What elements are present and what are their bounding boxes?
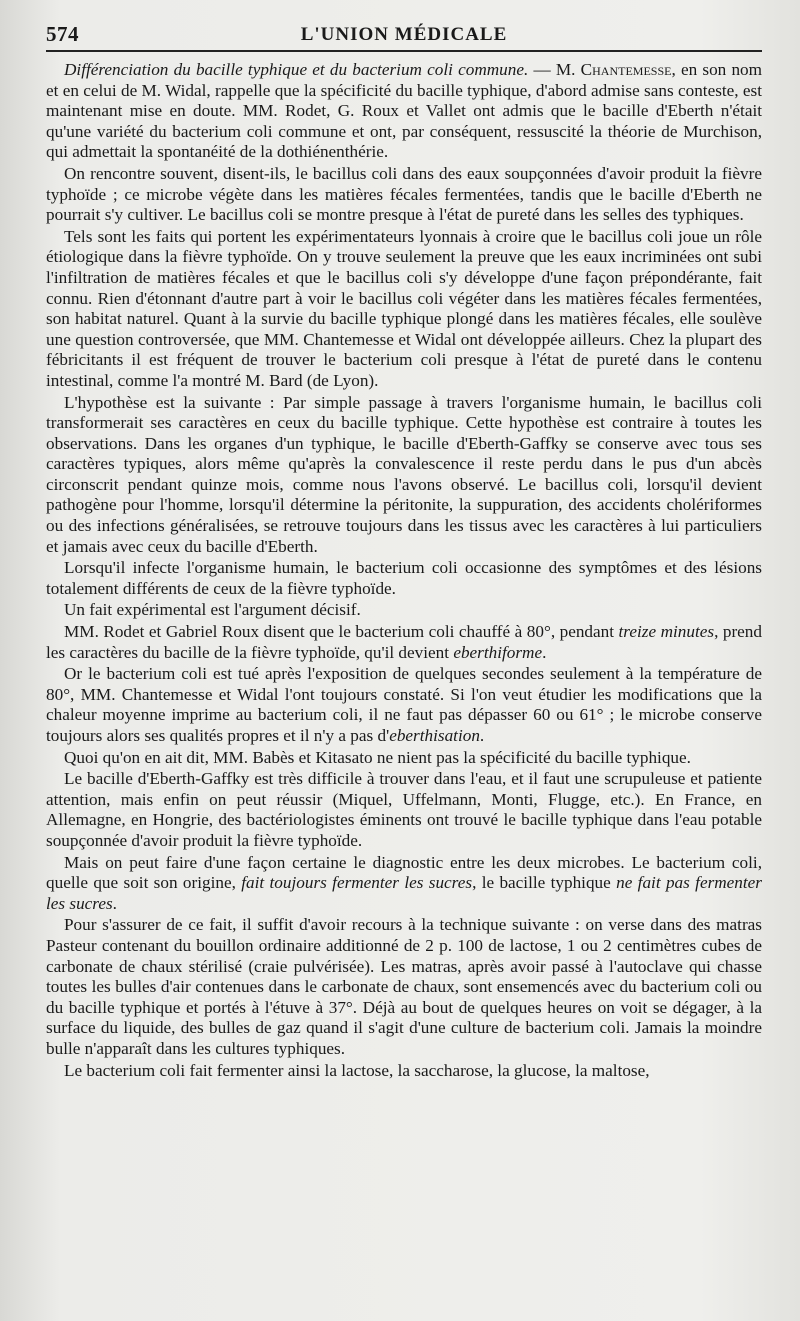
page-number: 574 [46, 22, 79, 46]
paragraph-3: Tels sont les faits qui portent les expérimentateurs lyonnais à croire que le bacillus coli joue un rôle étiologique dans la fièvre typhoïde. On y trouve seulement la preuve que les eaux incriminées ont subi l'infiltration de matières fécales et que le bacillus coli s'y développe d'une façon prépondérante, fait connu. Rien d'étonnant d'autre part à voir le bacillus coli végéter dans les matières fécales fermentées, son habitat naturel. Quant à la survie du bacille typhique plongé dans les matières fécales, elle soulève une question controversée, que MM. Chantemesse et Widal ont développée ailleurs. Chez la plupart des fébricitants il est fréquent de trouver le bacterium coli presque à l'état de pureté dans le contenu intestinal, comme l'a montré M. Bard (de Lyon). [46, 226, 762, 390]
paragraph-1 [46, 60, 762, 163]
p7-text-e: . [542, 642, 547, 662]
paragraph-8 [46, 664, 762, 746]
p11-text-e: . [112, 893, 117, 913]
paragraph-11 [46, 853, 762, 915]
author-name: Chantemesse [580, 60, 672, 79]
paragraph-9: Quoi qu'on en ait dit, MM. Babès et Kitasato ne nient pas la spécificité du bacille typhique. [64, 747, 691, 767]
p7-text-c: , prend les caractères du bacille de la fièvre typhoïde, qu'il devient [46, 622, 762, 662]
paragraph-12: Pour s'assurer de ce fait, il suffit d'avoir recours à la technique suivante : on verse dans des matras Pasteur contenant du bouillon ordinaire additionné de 2 p. 100 de lactose, 1 ou 2 centimètres cubes de carbonate de chaux stérilisé (craie pulvérisée). Les matras, après avoir passé à l'autoclave qui chasse toutes les bulles d'air contenues dans le carbonate de chaux, sont ensemencés avec du bacterium coli ou du bacille typhique et portés à l'étuve à 37°. Déjà au bout de quelques heures on voit se dégager, à la surface du liquide, des bulles de gaz quand il s'agit d'une culture de bacterium coli. Jamais la moindre bulle n'apparaît dans les cultures typhiques. [46, 915, 762, 1058]
article-body [46, 60, 762, 1081]
paragraph-1-text: , en son nom et en celui de M. Widal, rappelle que la spécificité du bacille typhique, d'abord admise sans conteste, est maintenant mise en doute. MM. Rodet, G. Roux et Vallet ont admis que le bacille d'Eberth n'était qu'une variété du bacterium coli commune et ont, par conséquent, ressuscité la théorie de Murchison, qui admettait la spontanéité de la dothiénenthérie. [46, 60, 763, 162]
p11-emphasis-ferment: fait toujours fermenter les sucres [241, 873, 473, 893]
paragraph-10: Le bacille d'Eberth-Gaffky est très difficile à trouver dans l'eau, et il faut une scrupuleuse et patiente attention, mais enfin on peut réussir (Miquel, Uffelmann, Monti, Flugge, etc.). En France, en Allemagne, en Hongrie, des bactériologistes éminents ont trouvé le bacille typhique dans l'eau potable soupçonnée d'avoir produit la fièvre typhoïde. [46, 769, 762, 850]
p7-text-a: MM. Rodet et Gabriel Roux disent que le bacterium coli chauffé à 80°, pendant [64, 622, 619, 642]
running-head: L'UNION MÉDICALE [300, 24, 508, 45]
p11-emphasis-no-ferment: ne fait pas fermenter les sucres [46, 873, 762, 913]
p8-text-a: Or le bacterium coli est tué après l'exposition de quelques secondes seulement à la température de 80°, MM. Chantemesse et Widal l'ont toujours constaté. Si l'on veut étudier les modifications que la chaleur moyenne imprime au bacterium coli, il ne faut pas dépasser 60 ou 61° ; le microbe conserve toujours alors ses qualités propres et il n'y a pas d' [46, 664, 762, 745]
header-rule [46, 50, 762, 52]
paragraph-13: Le bacterium coli fait fermenter ainsi la lactose, la saccharose, la glucose, la maltose, [64, 1060, 650, 1080]
paragraph-6: Un fait expérimental est l'argument décisif. [64, 600, 361, 620]
paragraph-5: Lorsqu'il infecte l'organisme humain, le bacterium coli occasionne des symptômes et des lésions totalement différents de ceux de la fièvre typhoïde. [46, 558, 762, 598]
paragraph-7 [46, 622, 762, 663]
p7-emphasis-duration: treize minutes [618, 622, 715, 642]
p7-emphasis-eberthiforme: eberthiforme [453, 642, 543, 662]
paragraph-2: On rencontre souvent, disent-ils, le bacillus coli dans des eaux soupçonnées d'avoir produit la fièvre typhoïde ; ce microbe végète dans les matières fécales fermentées, tandis que le bacille d'Eberth ne pourrait s'y cultiver. Le bacillus coli se montre presque à l'état de pureté dans les selles des typhiques. [46, 163, 762, 225]
p11-text-a: Mais on peut faire d'une façon certaine le diagnostic entre les deux microbes. Le bacterium coli, quelle que soit son origine, [46, 852, 762, 893]
title-dash: — M. [528, 60, 581, 79]
page-header [46, 14, 762, 50]
p11-text-c: , le bacille typhique [472, 873, 617, 893]
p8-emphasis-eberthisation: eberthisation [389, 726, 480, 745]
paragraph-4: L'hypothèse est la suivante : Par simple passage à travers l'organisme humain, le bacillus coli transformerait ses caractères en ceux du bacille typhique. Cette hypothèse est contraire à toutes les observations. Dans les organes d'un typhique, le bacille d'Eberth-Gaffky se conserve avec tous ses caractères typiques, alors même qu'après la convalescence il reste perdu dans le pus d'un abcès circonscrit pendant quinze mois, comme nous l'avons observé. Le bacillus coli, lorsqu'il devient pathogène pour l'homme, lorsqu'il détermine la péritonite, la suppuration, des accidents cholériformes ou des infections généralisées, se retrouve toujours dans les tissus avec les caractères à lui particuliers et jamais avec ceux du bacille d'Eberth. [46, 392, 762, 556]
section-title: Différenciation du bacille typhique et du bacterium coli commune. [64, 60, 529, 79]
p8-text-c: . [479, 726, 485, 745]
